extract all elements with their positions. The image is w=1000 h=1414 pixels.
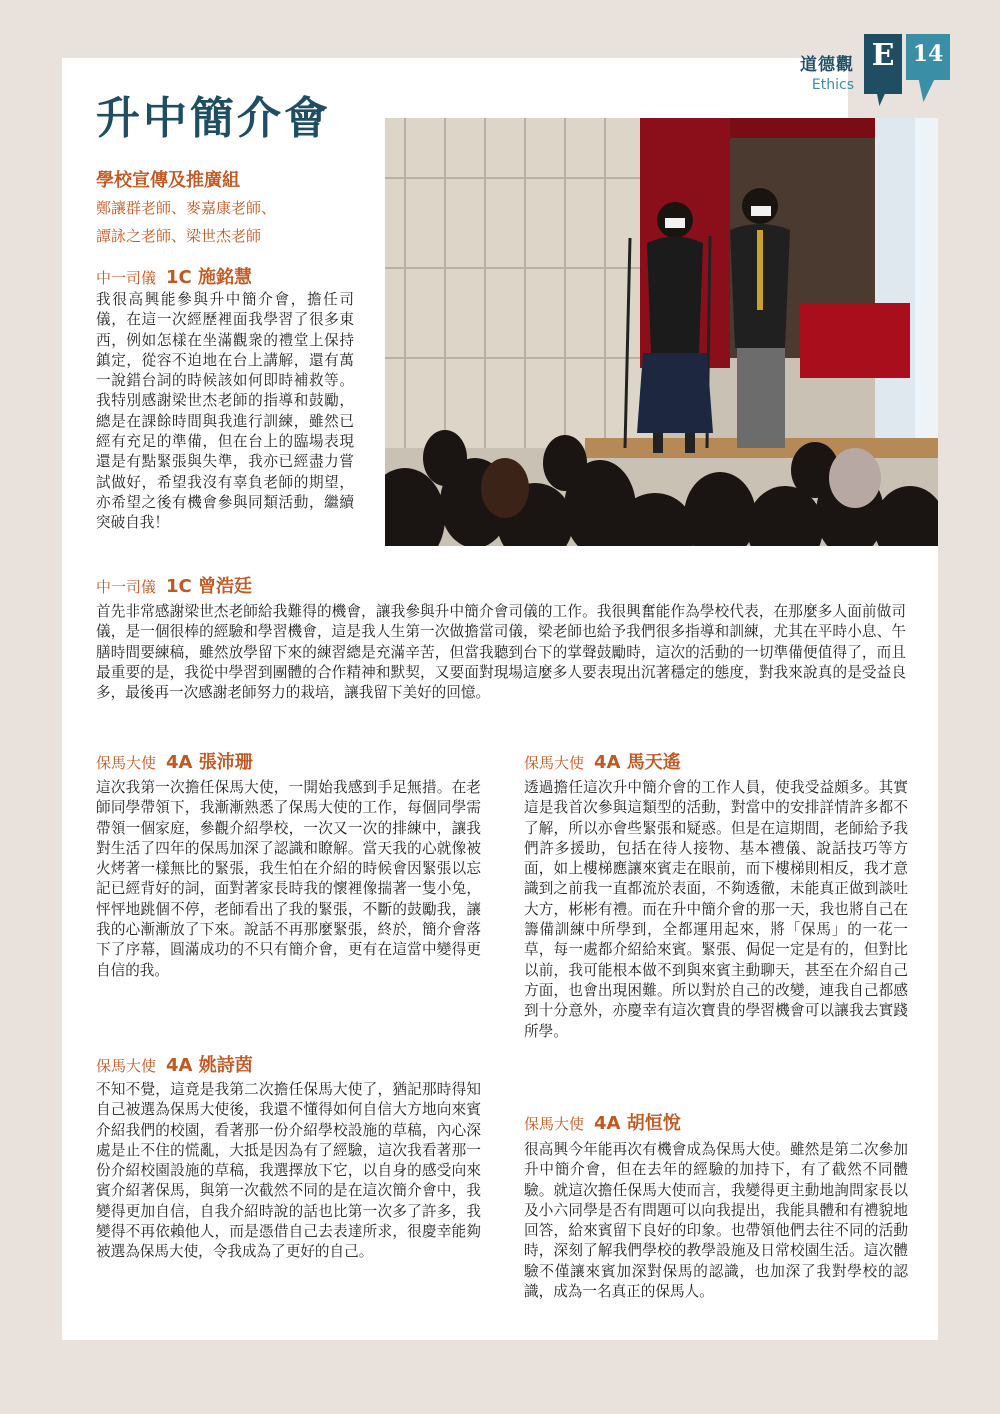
page-number: 14 bbox=[912, 41, 944, 67]
section-brand bbox=[800, 50, 854, 93]
page-number-badge bbox=[906, 34, 950, 80]
ceremony-photo-icon bbox=[385, 118, 938, 546]
article-text: 首先非常感謝梁世杰老師給我難得的機會，讓我參與升中簡介會司儀的工作。我很興奮能作為學校代表，在那麼多人面前做司儀，是一個很棒的經驗和學習機會，這是我人生第一次做擔當司儀，梁老師也給予我們很多指導和訓練，尤其在平時小息、午膳時間要練稿，雖然放學留下來的練習總是充滿辛苦，但當我聽到台下的掌聲鼓勵時，這次的活動的一切準備便值得了，而且最重要的是，我從中學習到團體的合作精神和默契，又要面對現場這麼多人要表現出沉著穩定的態度，對我來說真的是受益良多，最後再一次感謝老師努力的栽培，讓我留下美好的回憶。 bbox=[96, 603, 906, 702]
section-letter-badge bbox=[864, 34, 902, 94]
article-role: 中一司儀 bbox=[96, 269, 157, 287]
article-role: 保馬大使 bbox=[524, 1115, 585, 1133]
article-text: 我很高興能參與升中簡介會，擔任司儀，在這一次經歷裡面我學習了很多東西，例如怎樣在坐滿觀衆的禮堂上保持鎮定，從容不迫地在台上講解，還有萬一說錯台詞的時候該如何即時補救等。我特別感謝梁世杰老師的指導和鼓勵，總是在課餘時間與我進行訓練，雖然已經有充足的準備，但在台上的臨場表現還是有點緊張與失準，我亦已經盡力嘗試做好，希望我沒有辜負老師的期望，亦希望之後有機會參與同類活動，繼續突破自我！ bbox=[96, 291, 354, 532]
article-text: 這次我第一次擔任保馬大使，一開始我感到手足無措。在老師同學帶領下，我漸漸熟悉了保馬大使的工作，每個同學需帶領一個家庭，參觀介紹學校，一次又一次的排練中，讓我對生活了四年的保馬加深了認識和瞭解。當天我的心就像被火烤著一樣無比的緊張，我生怕在介紹的時候會因緊張以忘記已經背好的詞，面對著家長時我的懷裡像揣著一隻小兔，怦怦地跳個不停，老師看出了我的緊張，不斷的鼓勵我，讓我的心漸漸放了下來。說話不再那麼緊張，終於，簡介會落下了序幕，圓滿成功的不只有簡介會，更有在這當中變得更自信的我。 bbox=[96, 779, 481, 979]
category-cn: 道德觀 bbox=[800, 55, 854, 75]
article-heading bbox=[524, 748, 681, 774]
article-author: 4A 馬天遙 bbox=[594, 752, 681, 773]
article-heading bbox=[96, 572, 252, 598]
page-title: 升中簡介會 bbox=[96, 93, 331, 144]
article-heading bbox=[96, 748, 253, 774]
article-heading bbox=[524, 1109, 681, 1135]
teacher-line: 譚詠之老師、梁世杰老師 bbox=[96, 227, 262, 245]
article-text: 透過擔任這次升中簡介會的工作人員，使我受益頗多。其實這是我首次參與這類型的活動，對當中的安排詳情許多都不了解，所以亦會些緊張和疑惑。但是在這期間，老師給予我們許多援助，包括在待人接物、基本禮儀、說話技巧等方面，如上樓梯應讓來賓走在眼前，而下樓梯則相反，我才意識到之前我一直都流於表面，不夠透徹，未能真正做到談吐大方，彬彬有禮。而在升中簡介會的那一天，我也將自己在籌備訓練中所學到，全都運用起來，將「保馬」的一花一草，每一處都介紹給來賓。緊張、侷促一定是有的，但對比以前，我可能根本做不到與來賓主動聊天，甚至在介紹自己方面，也會出現困難。所以對於自己的改變，連我自己都感到十分意外，亦慶幸有這次寶貴的學習機會可以讓我去實踐所學。 bbox=[524, 779, 908, 1040]
article-author: 1C 曾浩廷 bbox=[166, 576, 253, 597]
article-author: 4A 張沛珊 bbox=[166, 752, 253, 773]
article-author: 4A 姚詩茵 bbox=[166, 1055, 253, 1076]
article-author: 4A 胡恒悅 bbox=[594, 1113, 681, 1134]
article-heading bbox=[96, 263, 252, 289]
article-role: 保馬大使 bbox=[96, 1057, 157, 1075]
article-author: 1C 施銘慧 bbox=[166, 267, 253, 288]
section-letter: E bbox=[871, 38, 895, 73]
article-heading bbox=[96, 1051, 253, 1077]
teacher-line: 鄭讓群老師、麥嘉康老師、 bbox=[96, 199, 277, 217]
article-role: 保馬大使 bbox=[96, 754, 157, 772]
article-text: 很高興今年能再次有機會成為保馬大使。雖然是第二次參加升中簡介會，但在去年的經驗的加持下，有了截然不同體驗。就這次擔任保馬大使而言，我變得更主動地詢問家長以及小六同學是否有問題可以向我提出，我能具體和有禮貌地回答，給來賓留下良好的印象。也帶領他們去往不同的活動時，深刻了解我們學校的教學設施及日常校園生活。這次體驗不僅讓來賓加深對保馬的認識，也加深了我對學校的認識，成為一名真正的保馬人。 bbox=[524, 1141, 908, 1301]
article-text: 不知不覺，這竟是我第二次擔任保馬大使了，猶記那時得知自己被選為保馬大使後，我還不懂得如何自信大方地向來賓介紹我們的校園，看著那一份介紹學校設施的草稿，內心深處是止不住的慌亂，大抵是因為有了經驗，這次我看著那一份介紹校園設施的草稿，我選擇放下它，以自身的感受向來賓介紹著保馬，與第一次截然不同的是在這次簡介會中，我變得更加自信，自我介紹時說的話也比第一次多了許多，我變得不再依賴他人，而是憑借自己去表達所求，很慶幸能夠被選為保馬大使，令我成為了更好的自己。 bbox=[96, 1081, 481, 1261]
article-role: 保馬大使 bbox=[524, 754, 585, 772]
teacher-list bbox=[96, 194, 276, 250]
article-role: 中一司儀 bbox=[96, 578, 157, 596]
department-name: 學校宣傳及推廣組 bbox=[96, 170, 240, 191]
event-photo bbox=[385, 118, 938, 546]
category-en: Ethics bbox=[811, 77, 854, 93]
